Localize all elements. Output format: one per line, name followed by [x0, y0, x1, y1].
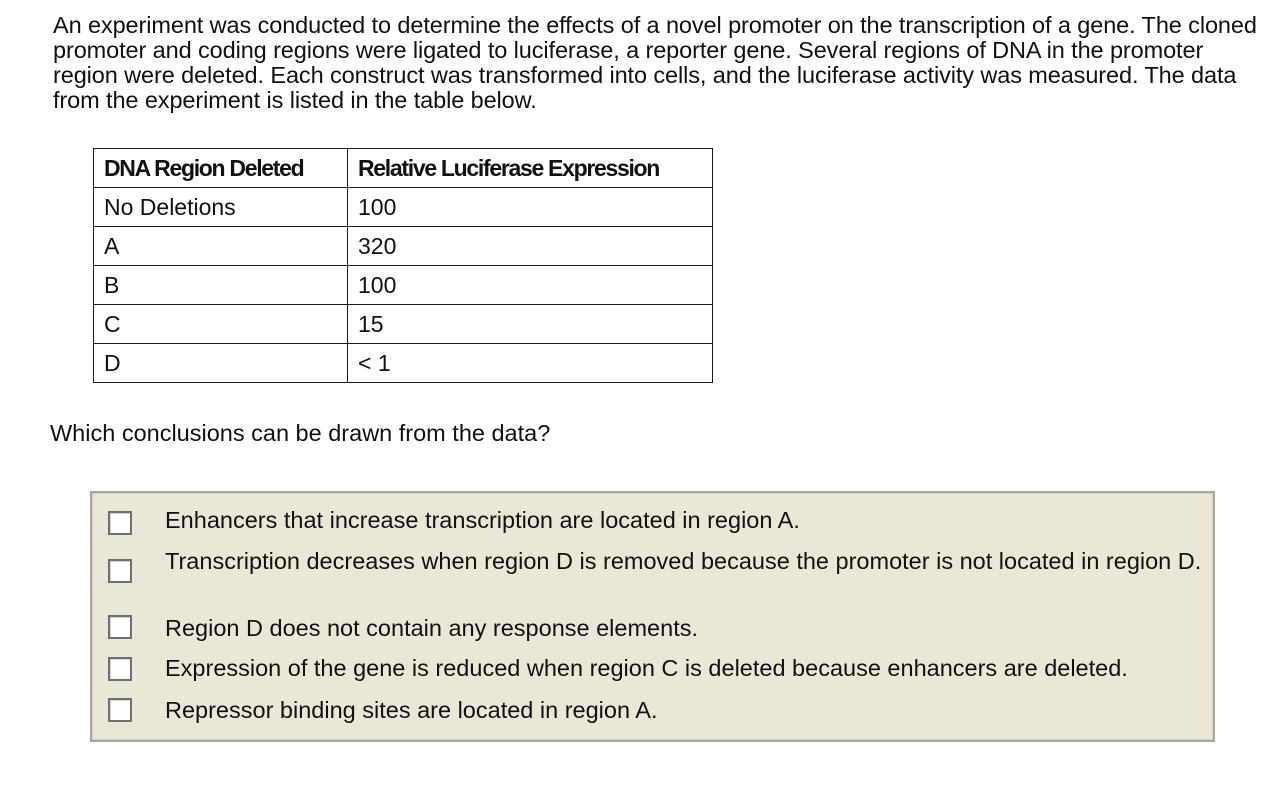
table-row [94, 188, 713, 227]
cell-region: B [94, 266, 348, 305]
table-header-row [94, 149, 713, 188]
option-label[interactable]: Enhancers that increase transcription are located in region A. [165, 507, 800, 533]
cell-expression: 100 [348, 266, 713, 305]
cell-expression: < 1 [348, 344, 713, 383]
option-checkbox[interactable] [108, 657, 132, 681]
cell-expression: 15 [348, 305, 713, 344]
answer-options-panel [90, 491, 1215, 742]
column-header-expression: Relative Luciferase Expression [348, 149, 713, 188]
option-label[interactable]: Region D does not contain any response elements. [165, 615, 698, 641]
cell-expression: 100 [348, 188, 713, 227]
table-row [94, 227, 713, 266]
cell-region: A [94, 227, 348, 266]
option-label[interactable]: Expression of the gene is reduced when region C is deleted because enhancers are deleted. [165, 655, 1128, 681]
question-stem: An experiment was conducted to determine the effects of a novel promoter on the transcription of a gene. The cloned promoter and coding regions were ligated to luciferase, a reporter gene. Several regions of DNA in the promoter region were deleted. Each construct was transformed into cells, and the luciferase activity was measured. The data from the experiment is listed in the table below. [53, 12, 1257, 113]
option-checkbox[interactable] [108, 698, 132, 722]
column-header-region: DNA Region Deleted [94, 149, 348, 188]
results-table [93, 148, 713, 383]
question-prompt: Which conclusions can be drawn from the data? [50, 420, 551, 446]
option-checkbox[interactable] [108, 615, 132, 639]
table-row [94, 266, 713, 305]
cell-region: No Deletions [94, 188, 348, 227]
cell-region: C [94, 305, 348, 344]
option-checkbox[interactable] [108, 511, 132, 535]
cell-region: D [94, 344, 348, 383]
cell-expression: 320 [348, 227, 713, 266]
option-label[interactable]: Transcription decreases when region D is removed because the promoter is not located in region D. [165, 548, 1202, 574]
table-row [94, 344, 713, 383]
option-label[interactable]: Repressor binding sites are located in region A. [165, 697, 658, 723]
option-checkbox[interactable] [108, 559, 132, 583]
table-row [94, 305, 713, 344]
